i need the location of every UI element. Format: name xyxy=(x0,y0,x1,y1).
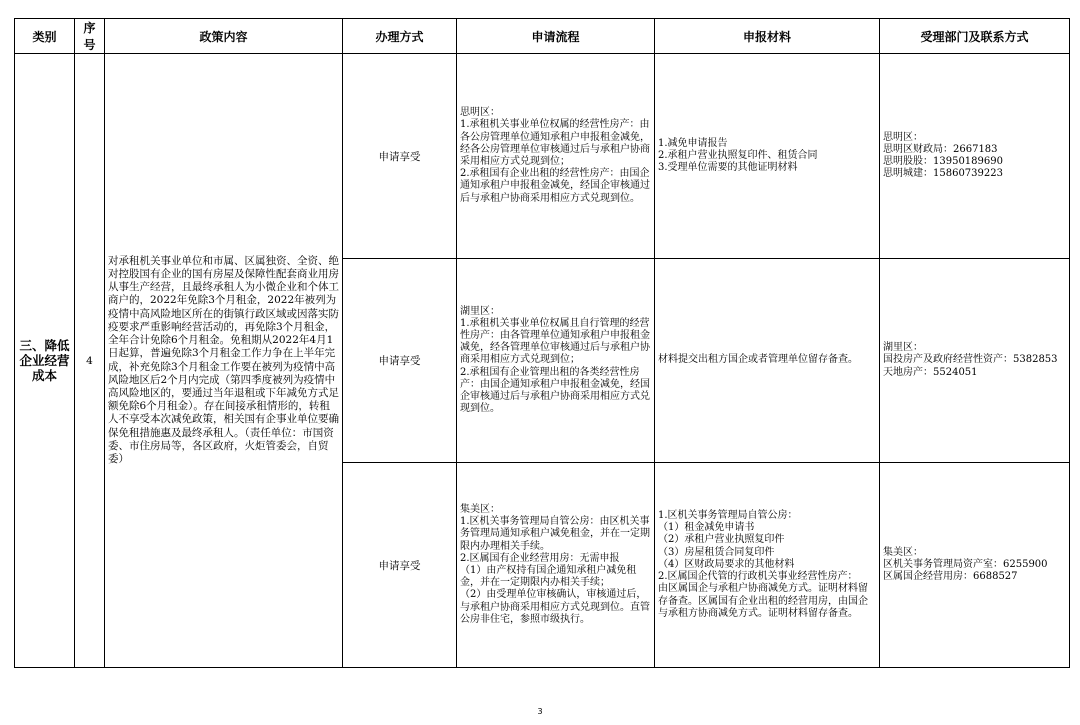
materials-cell: 1.减免申请报告 2.承租户营业执照复印件、租赁合同 3.受理单位需要的其他证明材料 xyxy=(655,54,880,259)
process-cell: 思明区： 1.承租机关事业单位权属的经营性房产：由各公房管理单位通知承租户申报租金减免，经各公房管理单位审核通过后与承租户协商采用相应方式兑现到位； 2.承租国有企业出租的经营性房产：由国企通知承租户申报租金减免，经国企审核通过后与承租户协商采用相应方式兑现到位。 xyxy=(457,54,655,259)
materials-cell: 材料提交出租方国企或者管理单位留存备查。 xyxy=(655,259,880,463)
header-process: 申请流程 xyxy=(457,19,655,54)
materials-cell: 1.区机关事务管理局自管公房： （1）租金减免申请书 （2）承租户营业执照复印件 （3）房屋租赁合同复印件 （4）区财政局要求的其他材料 2.区属国企代管的行政机关事业经营性房产： 由区属国企与承租户协商减免方式。证明材料留存备查。区属国有企业出租的经营用房，由国企与承租方协商减免方式。证明材料留存备查。 xyxy=(655,463,880,668)
page-number: 3 xyxy=(537,707,543,716)
header-method: 办理方式 xyxy=(343,19,457,54)
method-cell: 申请享受 xyxy=(343,463,457,668)
method-cell: 申请享受 xyxy=(343,54,457,259)
header-materials: 申报材料 xyxy=(655,19,880,54)
table-row xyxy=(15,54,1070,259)
process-cell: 湖里区： 1.承租机关事业单位权属且自行管理的经营性房产：由各管理单位通知承租户申报租金减免，经各管理单位审核通过后与承租户协商采用相应方式兑现到位； 2.承租国有企业管理出租的各类经营性房产：由国企通知承租户申报租金减免，经国企审核通过后与承租户协商采用相应方式兑现到位。 xyxy=(457,259,655,463)
department-cell: 思明区： 思明区财政局：2667183 思明股股：13950189690 思明城建：15860739223 xyxy=(880,54,1070,259)
process-cell: 集美区： 1.区机关事务管理局自管公房：由区机关事务管理局通知承租户减免租金，并在一定期限内办理相关手续。 2.区属国有企业经营用房：无需申报 （1）由产权持有国企通知承租户减免租金，并在一定期限内办相关手续； （2）由受理单位审核确认，审核通过后，与承租户协商采用相应方式兑现到位。直管公房非住宅，参照市级执行。 xyxy=(457,463,655,668)
method-cell: 申请享受 xyxy=(343,259,457,463)
department-cell: 湖里区： 国投房产及政府经营性资产：5382853 天地房产：5524051 xyxy=(880,259,1070,463)
policy-table xyxy=(14,18,1070,668)
header-category: 类别 xyxy=(15,19,75,54)
department-cell: 集美区： 区机关事务管理局资产室：6255900 区属国企经营用房：6688527 xyxy=(880,463,1070,668)
seq-cell: 4 xyxy=(75,54,105,668)
header-policy: 政策内容 xyxy=(105,19,343,54)
category-cell: 三、降低企业经营成本 xyxy=(15,54,75,668)
header-seq: 序号 xyxy=(75,19,105,54)
policy-content-cell: 对承租机关事业单位和市属、区属独资、全资、绝对控股国有企业的国有房屋及保障性配套商业用房从事生产经营，且最终承租人为小微企业和个体工商户的，2022年免除3个月租金，2022年被列为疫情中高风险地区所在的街镇行政区域或因落实防疫要求严重影响经营活动的，再免除3个月租金，全年合计免除6个月租金。免租期从2022年4月1日起算，普遍免除3个月租金工作力争在上半年完成，补充免除3个月租金工作要在被列为疫情中高风险地区后2个月内完成（第四季度被列为疫情中高风险地区的，要通过当年退租或下年减免方式足额免除6个月租金）。存在间接承租情形的，转租人不享受本次减免政策，相关国有企事业单位要确保免租措施惠及最终承租人。（责任单位：市国资委、市住房局等，各区政府，火炬管委会，自贸委） xyxy=(105,54,343,668)
header-department: 受理部门及联系方式 xyxy=(880,19,1070,54)
table-header-row xyxy=(15,19,1070,54)
